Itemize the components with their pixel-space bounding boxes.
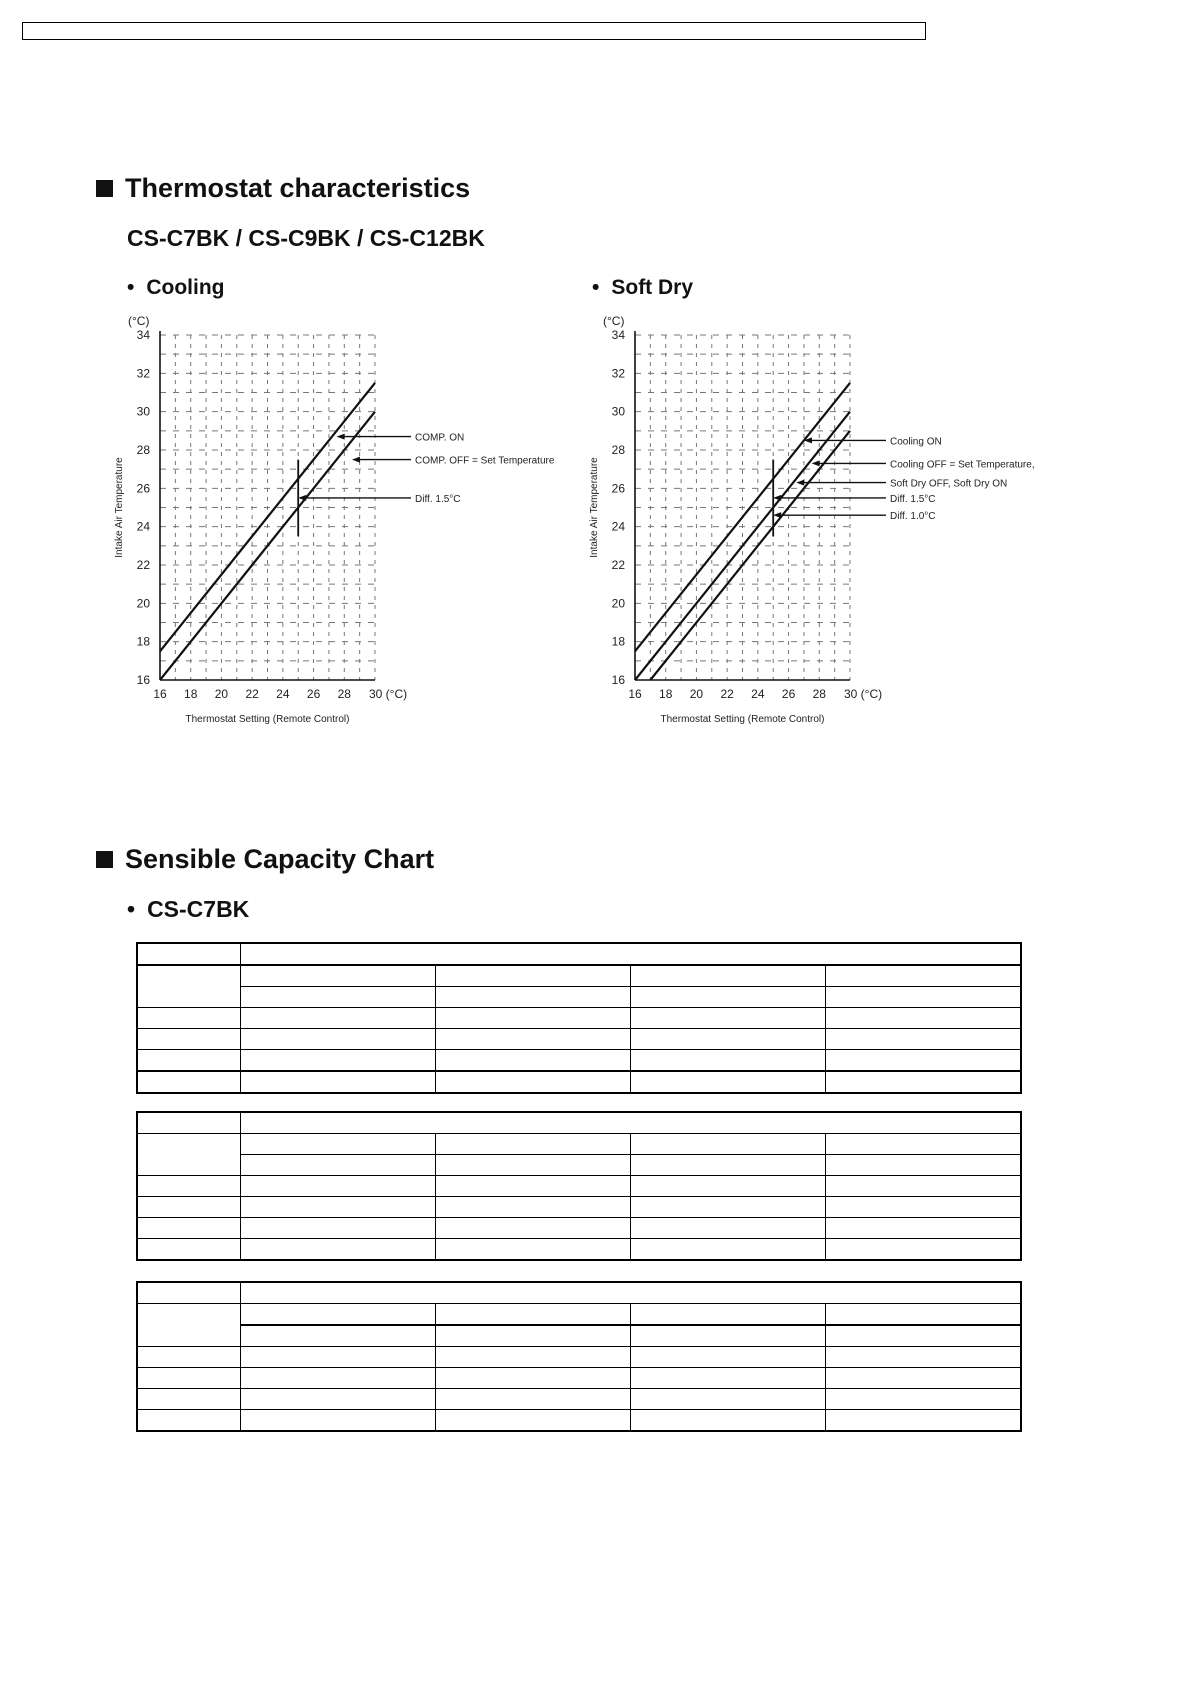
cooling-annotation-label: COMP. OFF = Set Temperature: [415, 455, 555, 467]
softdry-x-tick-label: 18: [659, 687, 673, 701]
softdry-annotation-label: Diff. 1.5°C: [890, 493, 936, 505]
cooling-x-tick-label: 16: [153, 687, 167, 701]
thermostat-heading-text: Thermostat characteristics: [125, 173, 471, 203]
softdry-x-axis-label: Thermostat Setting (Remote Control): [660, 714, 825, 725]
table-row: [137, 1410, 1021, 1432]
table-row: [137, 1347, 1021, 1368]
softdry-chart: [585, 305, 1145, 735]
table-row: [137, 1008, 1021, 1029]
cooling-y-tick-label: 30: [136, 404, 150, 419]
softdry-y-tick-label: 34: [611, 328, 625, 342]
cooling-y-unit-label: (°C): [128, 314, 150, 328]
softdry-y-tick-label: 28: [611, 443, 625, 457]
thermostat-models: CS-C7BK / CS-C9BK / CS-C12BK: [127, 225, 485, 251]
softdry-y-tick-label: 16: [611, 673, 625, 687]
square-bullet-icon: [96, 851, 113, 868]
softdry-arrow-icon: [773, 512, 781, 518]
square-bullet-icon: [96, 180, 113, 197]
softdry-arrow-icon: [812, 460, 820, 466]
softdry-y-tick-label: 18: [611, 634, 625, 649]
capacity-model: • CS-C7BK: [127, 896, 249, 923]
header-box: [22, 22, 926, 40]
softdry-arrow-icon: [773, 495, 781, 501]
softdry-label: • Soft Dry: [592, 276, 693, 300]
cooling-y-tick-label: 18: [136, 634, 150, 649]
cooling-annotation-label: Diff. 1.5°C: [415, 493, 461, 505]
table-row: [137, 1071, 1021, 1093]
cooling-x-unit-label: 30 (°C): [369, 687, 408, 701]
cooling-arrow-icon: [352, 457, 360, 463]
cooling-x-tick-label: 24: [276, 687, 290, 701]
cooling-y-axis-label: Intake Air Temperature: [114, 457, 125, 558]
cooling-x-tick-label: 22: [245, 687, 259, 701]
cooling-y-tick-label: 16: [136, 673, 150, 687]
cooling-y-tick-label: 28: [136, 443, 150, 457]
cooling-x-tick-label: 28: [337, 687, 351, 701]
cooling-arrow-icon: [298, 495, 306, 501]
softdry-series-line: [650, 431, 850, 680]
softdry-x-unit-label: 30 (°C): [844, 687, 883, 701]
table-row: [137, 1389, 1021, 1410]
softdry-y-tick-label: 20: [611, 596, 625, 611]
softdry-x-tick-label: 16: [628, 687, 642, 701]
cooling-y-tick-label: 32: [136, 366, 150, 381]
softdry-x-tick-label: 24: [751, 687, 765, 701]
table-row: [137, 1197, 1021, 1218]
cooling-label: • Cooling: [127, 276, 225, 300]
softdry-y-tick-label: 24: [611, 519, 625, 534]
cooling-annotation-label: COMP. ON: [415, 432, 465, 444]
softdry-x-tick-label: 28: [812, 687, 826, 701]
cooling-x-tick-label: 20: [214, 687, 229, 701]
table-row: [137, 1029, 1021, 1050]
cooling-x-tick-label: 18: [184, 687, 198, 701]
table-row: [137, 1176, 1021, 1197]
softdry-x-tick-label: 20: [689, 687, 704, 701]
softdry-y-tick-label: 32: [611, 366, 625, 381]
cooling-y-tick-label: 24: [136, 519, 150, 534]
capacity-heading-text: Sensible Capacity Chart: [125, 844, 435, 874]
table-row: [137, 1050, 1021, 1072]
softdry-x-tick-label: 26: [781, 687, 796, 701]
cooling-series-line: [160, 383, 375, 651]
cooling-y-tick-label: 34: [136, 328, 150, 342]
softdry-y-tick-label: 30: [611, 404, 625, 419]
softdry-y-tick-label: 26: [611, 481, 625, 496]
capacity-table-2: [136, 1111, 1022, 1261]
softdry-annotation-label: Diff. 1.0°C: [890, 511, 936, 523]
cooling-y-tick-label: 20: [136, 596, 150, 611]
softdry-series-line: [635, 383, 850, 651]
thermostat-heading: [96, 173, 470, 204]
capacity-table-3: [136, 1281, 1022, 1432]
softdry-y-axis-label: Intake Air Temperature: [589, 457, 600, 558]
capacity-heading: [96, 844, 434, 875]
softdry-annotation-label: Soft Dry OFF, Soft Dry ON: [890, 478, 1008, 490]
table-row: [137, 1239, 1021, 1261]
softdry-annotation-label: Cooling ON: [890, 436, 942, 448]
cooling-y-tick-label: 22: [136, 558, 150, 572]
cooling-x-axis-label: Thermostat Setting (Remote Control): [185, 714, 350, 725]
cooling-x-tick-label: 26: [306, 687, 321, 701]
softdry-annotation-label: Cooling OFF = Set Temperature,: [890, 459, 1035, 471]
softdry-y-tick-label: 22: [611, 558, 625, 572]
cooling-arrow-icon: [337, 434, 345, 440]
softdry-y-unit-label: (°C): [603, 314, 625, 328]
softdry-arrow-icon: [796, 480, 804, 486]
table-row: [137, 1218, 1021, 1239]
capacity-table-1: [136, 942, 1022, 1094]
softdry-x-tick-label: 22: [720, 687, 734, 701]
cooling-y-tick-label: 26: [136, 481, 150, 496]
table-row: [137, 1368, 1021, 1389]
